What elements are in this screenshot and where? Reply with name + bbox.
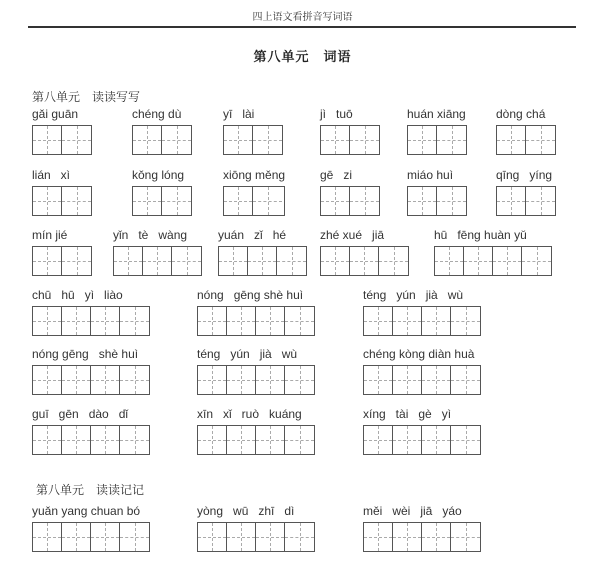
tianzige-cell[interactable] [224,187,253,215]
writing-grid[interactable] [218,246,307,276]
tianzige-cell[interactable] [285,426,314,454]
vocab-item [363,503,481,552]
vocab-item [496,106,556,155]
writing-grid[interactable] [32,125,92,155]
vocab-item [407,167,467,216]
tianzige-cell[interactable] [120,307,149,335]
tianzige-cell[interactable] [364,307,393,335]
tianzige-cell[interactable] [364,426,393,454]
pinyin-label: zhé xué jiā [320,228,385,242]
tianzige-cell[interactable] [120,366,149,394]
vocab-item [32,287,150,336]
tianzige-cell[interactable] [321,126,350,154]
tianzige-cell[interactable] [198,307,227,335]
pinyin-label: yòng wū zhī dì [197,504,295,518]
pinyin-label: měi wèi jiā yáo [363,504,462,518]
tianzige-cell[interactable] [62,307,91,335]
tianzige-cell[interactable] [33,307,62,335]
section-label: 第八单元 读读写写 [32,90,141,104]
pinyin-label: dòng chá [496,107,546,121]
tianzige-cell[interactable] [33,426,62,454]
vocab-item [363,287,481,336]
tianzige-cell[interactable] [451,366,480,394]
tianzige-cell[interactable] [253,187,282,215]
tianzige-cell[interactable] [248,247,277,275]
pinyin-label: chéng dù [132,107,182,121]
tianzige-cell[interactable] [497,187,526,215]
tianzige-cell[interactable] [393,307,422,335]
pinyin-label: xíng tài gè yì [363,407,452,421]
writing-grid[interactable] [197,522,315,552]
pinyin-label: téng yún jià wù [197,347,298,361]
pinyin-label: hū fēng huàn yǔ [434,228,527,242]
tianzige-cell[interactable] [422,426,451,454]
writing-grid[interactable] [407,125,467,155]
pinyin-label: huán xiāng [407,107,466,121]
tianzige-cell[interactable] [224,126,253,154]
tianzige-cell[interactable] [408,187,437,215]
tianzige-cell[interactable] [172,247,201,275]
pinyin-label: téng yún jià wù [363,288,464,302]
pinyin-label: nóng gēng shè huì [32,347,139,361]
tianzige-cell[interactable] [393,523,422,551]
tianzige-cell[interactable] [33,523,62,551]
header-rule [28,26,576,28]
vocab-item [434,227,552,276]
tianzige-cell[interactable] [393,366,422,394]
writing-grid[interactable] [113,246,202,276]
vocab-item [496,167,556,216]
pinyin-label: yǐn tè wàng [113,228,188,242]
tianzige-cell[interactable] [91,426,120,454]
tianzige-cell[interactable] [451,426,480,454]
writing-grid[interactable] [132,186,192,216]
tianzige-cell[interactable] [256,523,285,551]
writing-grid[interactable] [32,246,92,276]
pinyin-label: qīng yíng [496,168,553,182]
tianzige-cell[interactable] [198,523,227,551]
vocab-item [32,346,150,395]
writing-grid[interactable] [363,365,481,395]
tianzige-cell[interactable] [437,187,466,215]
pinyin-label: chéng kòng diàn huà [363,347,475,361]
tianzige-cell[interactable] [143,247,172,275]
tianzige-cell[interactable] [422,523,451,551]
pinyin-label: nóng gēng shè huì [197,288,304,302]
vocab-item [197,287,315,336]
writing-grid[interactable] [197,365,315,395]
tianzige-cell[interactable] [285,366,314,394]
writing-grid[interactable] [32,425,150,455]
tianzige-cell[interactable] [91,523,120,551]
writing-grid[interactable] [32,306,150,336]
pinyin-label: xiōng měng [223,168,286,182]
tianzige-cell[interactable] [256,426,285,454]
tianzige-cell[interactable] [408,126,437,154]
vocab-item [32,167,92,216]
tianzige-cell[interactable] [33,366,62,394]
tianzige-cell[interactable] [227,426,256,454]
writing-grid[interactable] [363,522,481,552]
vocab-item [320,227,409,276]
writing-grid[interactable] [407,186,467,216]
writing-grid[interactable] [363,425,481,455]
tianzige-cell[interactable] [120,426,149,454]
tianzige-cell[interactable] [198,366,227,394]
writing-grid[interactable] [32,365,150,395]
vocab-item [32,227,92,276]
tianzige-cell[interactable] [33,247,62,275]
vocab-item [113,227,202,276]
writing-grid[interactable] [496,186,556,216]
writing-grid[interactable] [496,125,556,155]
pinyin-label: guī gēn dào dǐ [32,407,129,421]
pinyin-label: lián xì [32,168,71,182]
writing-grid[interactable] [197,306,315,336]
tianzige-cell[interactable] [227,307,256,335]
tianzige-cell[interactable] [451,523,480,551]
tianzige-cell[interactable] [219,247,248,275]
page-title: 第八单元 词语 [253,50,352,65]
vocab-item [363,346,481,395]
vocab-item [223,106,283,155]
writing-grid[interactable] [320,186,380,216]
tianzige-cell[interactable] [393,426,422,454]
tianzige-cell[interactable] [114,247,143,275]
tianzige-cell[interactable] [435,247,464,275]
tianzige-cell[interactable] [522,247,551,275]
tianzige-cell[interactable] [526,187,555,215]
tianzige-cell[interactable] [285,523,314,551]
tianzige-cell[interactable] [422,366,451,394]
pinyin-label: gǎi guān [32,107,79,121]
tianzige-cell[interactable] [33,187,62,215]
pinyin-label: jì tuō [320,107,353,121]
vocab-item [407,106,467,155]
vocab-item [32,406,150,455]
vocab-item [197,406,315,455]
vocab-item [32,106,92,155]
vocab-item [363,406,481,455]
vocab-item [132,106,192,155]
pinyin-label: mín jié [32,228,68,242]
pinyin-label: kǒng lóng [132,168,185,182]
tianzige-cell[interactable] [364,366,393,394]
tianzige-cell[interactable] [62,126,91,154]
tianzige-cell[interactable] [91,366,120,394]
vocab-item [320,106,380,155]
writing-grid[interactable] [363,306,481,336]
pinyin-label: gē zi [320,168,353,182]
pinyin-label: miáo huì [407,168,454,182]
tianzige-cell[interactable] [379,247,408,275]
tianzige-cell[interactable] [62,187,91,215]
tianzige-cell[interactable] [321,187,350,215]
section-label: 第八单元 读读记记 [36,483,145,497]
vocab-item [32,503,150,552]
writing-grid[interactable] [132,125,192,155]
tianzige-cell[interactable] [526,126,555,154]
vocab-item [132,167,192,216]
writing-grid[interactable] [320,125,380,155]
writing-grid[interactable] [223,125,283,155]
tianzige-cell[interactable] [256,366,285,394]
tianzige-cell[interactable] [256,307,285,335]
tianzige-cell[interactable] [91,307,120,335]
tianzige-cell[interactable] [285,307,314,335]
page-header: 四上语文看拼音写词语 [252,12,353,23]
tianzige-cell[interactable] [464,247,493,275]
tianzige-cell[interactable] [62,523,91,551]
tianzige-cell[interactable] [133,126,162,154]
tianzige-cell[interactable] [162,187,191,215]
tianzige-cell[interactable] [62,366,91,394]
tianzige-cell[interactable] [422,307,451,335]
tianzige-cell[interactable] [227,366,256,394]
tianzige-cell[interactable] [33,126,62,154]
vocab-item [218,227,307,276]
pinyin-label: xīn xǐ ruò kuáng [197,407,302,421]
tianzige-cell[interactable] [62,247,91,275]
tianzige-cell[interactable] [253,126,282,154]
tianzige-cell[interactable] [350,247,379,275]
tianzige-cell[interactable] [451,307,480,335]
writing-grid[interactable] [434,246,552,276]
writing-grid[interactable] [32,186,92,216]
tianzige-cell[interactable] [198,426,227,454]
tianzige-cell[interactable] [497,126,526,154]
pinyin-label: chū hū yì liào [32,288,123,302]
tianzige-cell[interactable] [62,426,91,454]
writing-grid[interactable] [320,246,409,276]
tianzige-cell[interactable] [364,523,393,551]
tianzige-cell[interactable] [227,523,256,551]
tianzige-cell[interactable] [321,247,350,275]
writing-grid[interactable] [223,186,285,216]
vocab-item [197,346,315,395]
vocab-item [223,167,285,216]
writing-grid[interactable] [197,425,315,455]
pinyin-label: yuǎn yang chuan bó [32,504,141,518]
writing-grid[interactable] [32,522,150,552]
tianzige-cell[interactable] [120,523,149,551]
pinyin-label: yī lài [223,107,255,121]
pinyin-label: yuán zǐ hé [218,228,287,242]
vocab-item [320,167,380,216]
tianzige-cell[interactable] [350,126,379,154]
tianzige-cell[interactable] [493,247,522,275]
tianzige-cell[interactable] [133,187,162,215]
vocab-item [197,503,315,552]
tianzige-cell[interactable] [437,126,466,154]
tianzige-cell[interactable] [350,187,379,215]
tianzige-cell[interactable] [277,247,306,275]
tianzige-cell[interactable] [162,126,191,154]
